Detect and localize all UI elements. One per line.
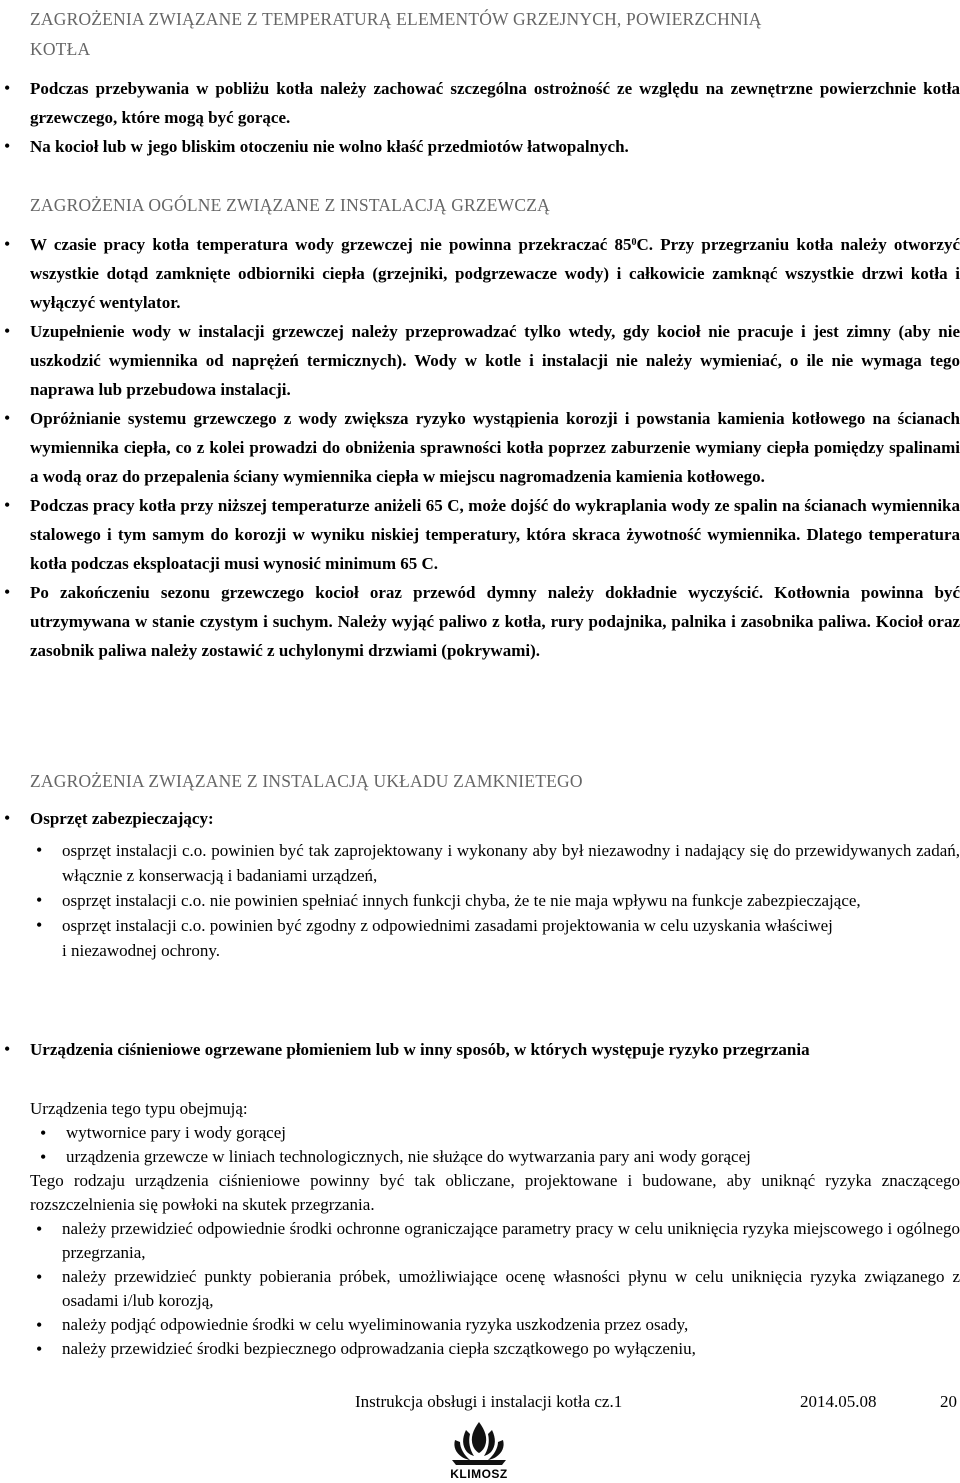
section-heading: • Urządzenia ciśnieniowe ogrzewane płomieniem lub w inny sposób, w których występuje ryzyko przegrzania (30, 1035, 960, 1064)
section-4-body (30, 1097, 960, 1361)
device-types (30, 1121, 960, 1169)
list-item: • osprzęt instalacji c.o. nie powinien spełniać innych funkcji chyba, że te nie maja wpływu na funkcje zabezpieczające, (62, 888, 960, 913)
section-pressure-devices (30, 1035, 960, 1064)
list-item-continuation: i niezawodnej ochrony. (62, 941, 220, 960)
page-number: 20 (940, 1392, 957, 1411)
klimosz-logo (440, 1420, 518, 1482)
sub-heading: • Osprzęt zabezpieczający: (30, 804, 960, 833)
section-temperature-hazards (30, 4, 960, 64)
list-item: • W czasie pracy kotła temperatura wody grzewczej nie powinna przekraczać $85^0C$. Przy przegrzaniu kotła należy otworzyć wszystkie dotąd zamknięte odbiorniki ciepła (grzejniki, podgrzewacze wody) i całkowicie zamknąć wszystkie drzwi kotła i wyłączyć wentylator. (30, 230, 960, 317)
list-item: • osprzęt instalacji c.o. powinien być zgodny z odpowiednimi zasadami projektowania w celu uzyskania właściwej (62, 913, 960, 938)
paragraph: Tego rodzaju urządzenia ciśnieniowe powinny być tak obliczane, projektowane i budowane, aby uniknąć ryzyka znaczącego rozszczelnienia się powłoki na skutek przegrzania. (30, 1171, 960, 1214)
list-item: • osprzęt instalacji c.o. powinien być tak zaprojektowany i wykonany aby był niezawodny i nadający się do przewidywanych zadań, włącznie z konserwacją i badaniami urządzeń, (62, 838, 960, 888)
list-item: • Podczas pracy kotła przy niższej temperaturze aniżeli 65 C, może dojść do wykraplania wody ze spalin na ścianach wymiennika stalowego i tym samym do korozji w wyniku niskiej temperatury, która skraca żywotność wymiennika. Dlatego temperatura kotła podczas eksploatacji musi wynosić minimum 65 C. (30, 491, 960, 578)
section-general-hazards (30, 190, 960, 220)
section-heading: ZAGROŻENIA ZWIĄZANE Z TEMPERATURĄ ELEMENTÓW GRZEJNYCH, POWIERZCHNIĄ KOTŁA (30, 9, 762, 59)
list-item: • Na kocioł lub w jego bliskim otoczeniu nie wolno kłaść przedmiotów łatwopalnych. (30, 132, 960, 161)
list-item: • wytwornice pary i wody gorącej (66, 1121, 960, 1145)
section-3-list (30, 804, 960, 833)
section-heading: ZAGROŻENIA ZWIĄZANE Z INSTALACJĄ UKŁADU ZAMKNIETEGO (30, 771, 583, 791)
logo-wordmark: KLIMOSZ (450, 1467, 508, 1481)
footer-date: 2014.05.08 (800, 1392, 877, 1411)
flame-logo-icon (440, 1420, 518, 1466)
section-2-list (30, 230, 960, 665)
list-item: • należy podjąć odpowiednie środki w celu wyeliminowania ryzyka uszkodzenia przez osady, (62, 1313, 960, 1337)
list-item: • należy przewidzieć punkty pobierania próbek, umożliwiające ocenę własności płynu w celu uniknięcia ryzyka związanego z osadami i/lub korozją, (62, 1265, 960, 1313)
list-item: • Opróżnianie systemu grzewczego z wody zwiększa ryzyko wystąpienia korozji i powstania kamienia kotłowego na ścianach wymiennika ciepła, co z kolei prowadzi do obniżenia sprawności kotła poprzez zaburzenie wymiany ciepła pomiędzy spalinami a wodą oraz do przepalenia ściany wymiennika ciepła w miejscu nagromadzenia kamienia kotłowego. (30, 404, 960, 491)
list-item: • Uzupełnienie wody w instalacji grzewczej należy przeprowadzać tylko wtedy, gdy kocioł nie pracuje i jest zimny (aby nie uszkodzić wymiennika od naprężeń termicznych). Wody w kotle i instalacji nie należy wymieniać, o ile nie wymaga tego naprawa lub przebudowa instalacji. (30, 317, 960, 404)
section-closed-system (30, 766, 960, 796)
safety-equipment-list (62, 838, 960, 963)
list-item: • należy przewidzieć środki bezpiecznego odprowadzania ciepła szczątkowego po wyłączeniu, (62, 1337, 960, 1361)
list-item: • urządzenia grzewcze w liniach technologicznych, nie służące do wytwarzania pary ani wody gorącej (66, 1145, 960, 1169)
section-1-list (30, 74, 960, 161)
list-item: • należy przewidzieć odpowiednie środki ochronne ograniczające parametry pracy w celu uniknięcia ryzyka miejscowego i ogólnego przegrzania, (62, 1217, 960, 1265)
list-item: • Po zakończeniu sezonu grzewczego kocioł oraz przewód dymny należy dokładnie wyczyścić. Kotłownia powinna być utrzymywana w stanie czystym i suchym. Należy wyjąć paliwo z kotła, rury podajnika, palnika i zasobnika paliwa. Kocioł oraz zasobnik paliwa należy zostawić z uchylonymi drzwiami (pokrywami). (30, 578, 960, 665)
section-heading: ZAGROŻENIA OGÓLNE ZWIĄZANE Z INSTALACJĄ GRZEWCZĄ (30, 195, 550, 215)
requirements-list (30, 1217, 960, 1361)
list-item: • Podczas przebywania w pobliżu kotła należy zachować szczególna ostrożność ze względu na zewnętrzne powierzchnie kotła grzewczego, które mogą być gorące. (30, 74, 960, 132)
intro-text: Urządzenia tego typu obejmują: (30, 1099, 248, 1118)
footer-title: Instrukcja obsługi i instalacji kotła cz.1 (355, 1392, 623, 1411)
